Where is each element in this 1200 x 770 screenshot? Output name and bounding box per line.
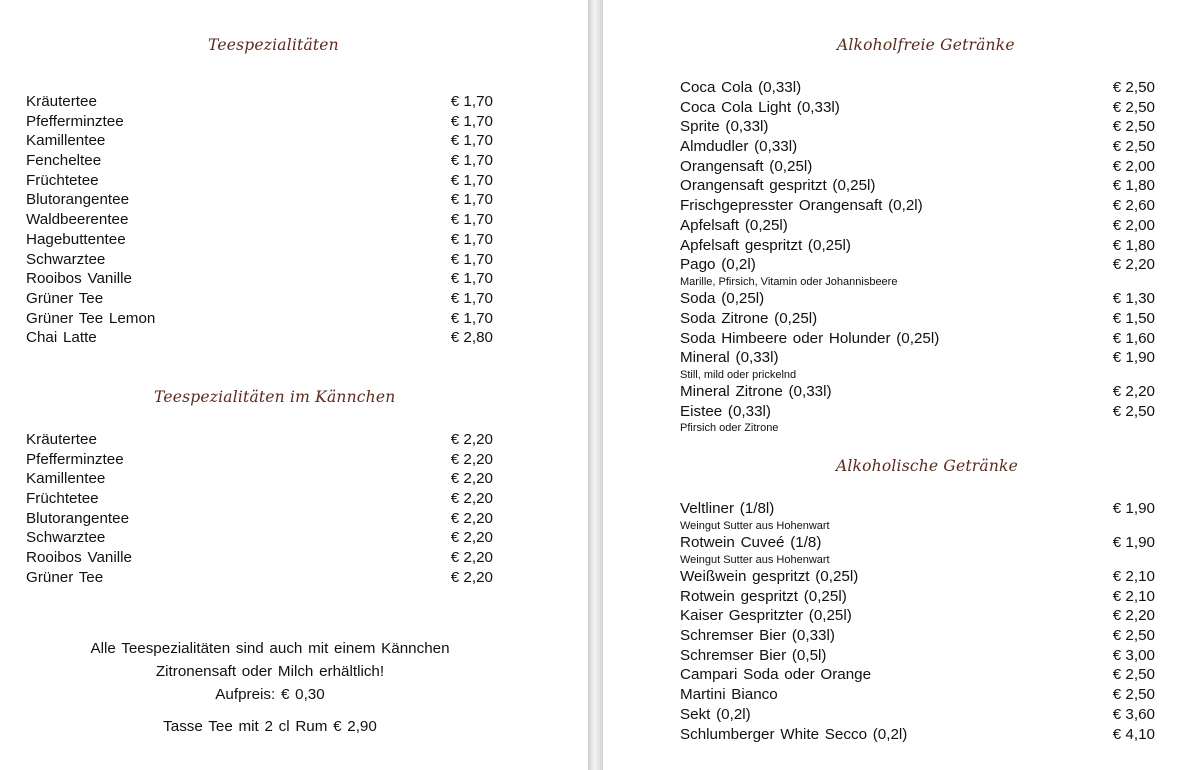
menu-item-price: € 1,50 [1112, 309, 1155, 327]
menu-item-row [680, 533, 1155, 553]
menu-item-row [680, 665, 1155, 685]
menu-item-price: € 1,70 [450, 309, 493, 327]
menu-item-name: Rotwein gespritzt (0,25l) [680, 587, 847, 605]
menu-item-price: € 2,20 [450, 470, 493, 488]
info-rum-tea: Tasse Tee mit 2 cl Rum € 2,90 [163, 718, 377, 735]
section-title-tea: Teespezialitäten [208, 36, 339, 54]
page-gutter [588, 0, 603, 770]
info-line-1: Alle Teespezialitäten sind auch mit einem Kännchen [90, 640, 450, 657]
menu-item-row [26, 489, 493, 509]
menu-item-row [680, 176, 1155, 196]
menu-item-row [680, 329, 1155, 349]
menu-item-name: Coca Cola (0,33l) [680, 79, 802, 96]
menu-item-name: Frischgepresster Orangensaft (0,2l) [680, 197, 923, 215]
menu-item-name: Mineral Zitrone (0,33l) [680, 383, 832, 401]
menu-item-name: Schlumberger White Secco (0,2l) [680, 725, 908, 743]
menu-item-name: Pago (0,2l) [680, 256, 756, 274]
menu-item-row [26, 210, 493, 230]
menu-item-price: € 2,20 [450, 568, 493, 586]
menu-item-name: Grüner Tee [26, 289, 104, 307]
menu-item-row [680, 196, 1155, 216]
tea-pot-list [26, 430, 493, 588]
menu-item-row [680, 606, 1155, 626]
section-title-tea-pot: Teespezialitäten im Kännchen [154, 388, 396, 406]
menu-item-price: € 1,70 [450, 250, 493, 268]
menu-item-price: € 2,50 [1112, 402, 1155, 420]
menu-item-name: Soda Zitrone (0,25l) [680, 309, 818, 327]
menu-item-row [680, 382, 1155, 402]
menu-item-row [680, 348, 1155, 368]
menu-item-row [26, 548, 493, 568]
menu-item-note: Weingut Sutter aus Hohenwart [680, 519, 830, 532]
menu-item-row [26, 230, 493, 250]
menu-item-price: € 1,70 [450, 191, 493, 209]
menu-item-price: € 1,80 [1112, 177, 1155, 195]
menu-item-name: Sekt (0,2l) [680, 705, 751, 723]
menu-item-price: € 1,80 [1112, 236, 1155, 254]
menu-item-row [680, 567, 1155, 587]
menu-item-name: Rooibos Vanille [26, 270, 132, 288]
menu-item-price: € 3,60 [1112, 705, 1155, 723]
menu-item-name: Chai Latte [26, 329, 97, 347]
menu-item-name: Orangensaft (0,25l) [680, 157, 813, 175]
menu-item-price: € 1,70 [450, 211, 493, 229]
tea-list [26, 92, 493, 348]
menu-item-price: € 2,20 [450, 490, 493, 508]
menu-item-price: € 2,50 [1112, 627, 1155, 645]
menu-item-name: Coca Cola Light (0,33l) [680, 98, 840, 116]
menu-item-name: Schwarztee [26, 529, 106, 547]
menu-item-name: Eistee (0,33l) [680, 402, 771, 420]
menu-item-price: € 2,20 [450, 450, 493, 468]
menu-item-name: Fencheltee [26, 152, 102, 170]
menu-item-row [26, 269, 493, 289]
menu-item-price: € 1,30 [1112, 290, 1155, 308]
menu-item-row [26, 430, 493, 450]
menu-item-row [680, 402, 1155, 422]
menu-item-name: Schremser Bier (0,5l) [680, 646, 827, 664]
menu-item-name: Apfelsaft (0,25l) [680, 216, 788, 234]
menu-item-name: Waldbeerentee [26, 211, 129, 229]
menu-item-price: € 1,70 [450, 152, 493, 170]
menu-item-note: Weingut Sutter aus Hohenwart [680, 553, 830, 566]
menu-item-price: € 2,20 [1112, 383, 1155, 401]
menu-item-row [26, 328, 493, 348]
menu-item-name: Campari Soda oder Orange [680, 666, 872, 684]
menu-item-price: € 2,10 [1112, 568, 1155, 585]
menu-item-row [680, 157, 1155, 177]
menu-item-name: Kamillentee [26, 470, 106, 488]
menu-item-row [680, 685, 1155, 705]
menu-item-name: Sprite (0,33l) [680, 118, 769, 136]
info-surcharge: Aufpreis: € 0,30 [215, 686, 325, 703]
menu-item-name: Kräutertee [26, 431, 97, 448]
menu-item-price: € 2,00 [1112, 157, 1155, 175]
menu-item-name: Früchtetee [26, 171, 99, 189]
menu-item-price: € 1,60 [1112, 329, 1155, 347]
menu-item-row [680, 309, 1155, 329]
menu-item-row [26, 528, 493, 548]
menu-item-price: € 2,80 [450, 329, 493, 347]
menu-item-row [680, 587, 1155, 607]
menu-item-price: € 1,90 [1112, 349, 1155, 367]
alcoholic-drinks-list [680, 499, 1155, 744]
menu-item-name: Kaiser Gespritzter (0,25l) [680, 607, 852, 625]
menu-item-row [26, 469, 493, 489]
menu-item-row [680, 626, 1155, 646]
menu-item-name: Pfefferminztee [26, 450, 124, 468]
menu-item-row [680, 646, 1155, 666]
menu-item-name: Mineral (0,33l) [680, 349, 779, 367]
menu-item-row [26, 92, 493, 112]
menu-item-price: € 2,50 [1112, 79, 1155, 96]
menu-item-row [26, 250, 493, 270]
menu-item-row [26, 112, 493, 132]
menu-item-row [680, 117, 1155, 137]
menu-item-price: € 1,70 [450, 171, 493, 189]
soft-drinks-list [680, 78, 1155, 436]
menu-item-name: Soda Himbeere oder Holunder (0,25l) [680, 329, 940, 347]
menu-item-row [26, 309, 493, 329]
menu-item-name: Martini Bianco [680, 686, 778, 704]
menu-item-row [680, 255, 1155, 275]
menu-item-row [680, 137, 1155, 157]
menu-item-price: € 2,20 [450, 509, 493, 527]
menu-item-row [26, 289, 493, 309]
menu-item-price: € 2,20 [1112, 607, 1155, 625]
menu-item-price: € 1,70 [450, 289, 493, 307]
menu-item-name: Almdudler (0,33l) [680, 138, 798, 156]
menu-item-price: € 2,20 [1112, 256, 1155, 274]
menu-item-note: Pfirsich oder Zitrone [680, 422, 779, 435]
menu-item-row [680, 236, 1155, 256]
menu-item-row [680, 289, 1155, 309]
menu-item-name: Rooibos Vanille [26, 549, 132, 567]
menu-item-row [680, 78, 1155, 98]
menu-item-price: € 2,50 [1112, 98, 1155, 116]
menu-item-name: Blutorangentee [26, 191, 130, 209]
menu-item-name: Pfefferminztee [26, 112, 124, 130]
menu-item-name: Schremser Bier (0,33l) [680, 627, 835, 645]
menu-item-name: Grüner Tee Lemon [26, 309, 156, 327]
left-page [0, 0, 588, 770]
menu-item-price: € 1,70 [450, 270, 493, 288]
menu-item-price: € 1,70 [450, 112, 493, 130]
menu-item-price: € 1,90 [1112, 534, 1155, 551]
menu-item-row [26, 151, 493, 171]
menu-item-note: Still, mild oder prickelnd [680, 368, 797, 381]
menu-item-price: € 2,50 [1112, 118, 1155, 136]
info-line-2: Zitronensaft oder Milch erhältlich! [155, 663, 385, 680]
menu-item-name: Früchtetee [26, 490, 99, 508]
menu-item-name: Kräutertee [26, 93, 97, 110]
menu-item-price: € 3,00 [1112, 646, 1155, 664]
menu-item-name: Grüner Tee [26, 568, 104, 586]
menu-item-row [26, 171, 493, 191]
menu-item-price: € 2,20 [450, 529, 493, 547]
menu-item-name: Blutorangentee [26, 509, 130, 527]
menu-item-price: € 1,70 [450, 93, 493, 110]
menu-item-row [680, 216, 1155, 236]
menu-item-name: Kamillentee [26, 132, 106, 150]
menu-item-name: Orangensaft gespritzt (0,25l) [680, 177, 876, 195]
menu-item-price: € 2,00 [1112, 216, 1155, 234]
menu-item-price: € 2,20 [450, 549, 493, 567]
menu-item-row [680, 725, 1155, 745]
menu-item-price: € 2,50 [1112, 686, 1155, 704]
menu-item-name: Rotwein Cuveé (1/8) [680, 534, 822, 551]
menu-item-price: € 2,60 [1112, 197, 1155, 215]
menu-item-name: Hagebuttentee [26, 230, 126, 248]
menu-item-row [26, 131, 493, 151]
menu-item-row [26, 568, 493, 588]
menu-item-row [26, 509, 493, 529]
menu-item-row [680, 98, 1155, 118]
menu-item-price: € 2,50 [1112, 666, 1155, 684]
menu-item-name: Weißwein gespritzt (0,25l) [680, 568, 859, 585]
menu-item-price: € 2,10 [1112, 587, 1155, 605]
menu-item-note: Marille, Pfirsich, Vitamin oder Johannisbeere [680, 275, 898, 288]
section-title-soft-drinks: Alkoholfreie Getränke [837, 36, 1015, 54]
menu-item-row [680, 499, 1155, 519]
menu-item-name: Schwarztee [26, 250, 106, 268]
menu-item-name: Veltliner (1/8l) [680, 500, 775, 517]
menu-item-name: Soda (0,25l) [680, 290, 765, 308]
menu-item-price: € 1,70 [450, 132, 493, 150]
menu-item-price: € 4,10 [1112, 725, 1155, 743]
menu-item-price: € 2,50 [1112, 138, 1155, 156]
menu-item-row [26, 190, 493, 210]
right-page [603, 0, 1200, 770]
menu-item-row [680, 705, 1155, 725]
menu-item-price: € 1,90 [1112, 500, 1155, 517]
menu-item-price: € 1,70 [450, 230, 493, 248]
section-title-alcoholic-drinks: Alkoholische Getränke [836, 457, 1019, 475]
menu-item-name: Apfelsaft gespritzt (0,25l) [680, 236, 851, 254]
menu-item-row [26, 450, 493, 470]
menu-item-price: € 2,20 [450, 431, 493, 448]
